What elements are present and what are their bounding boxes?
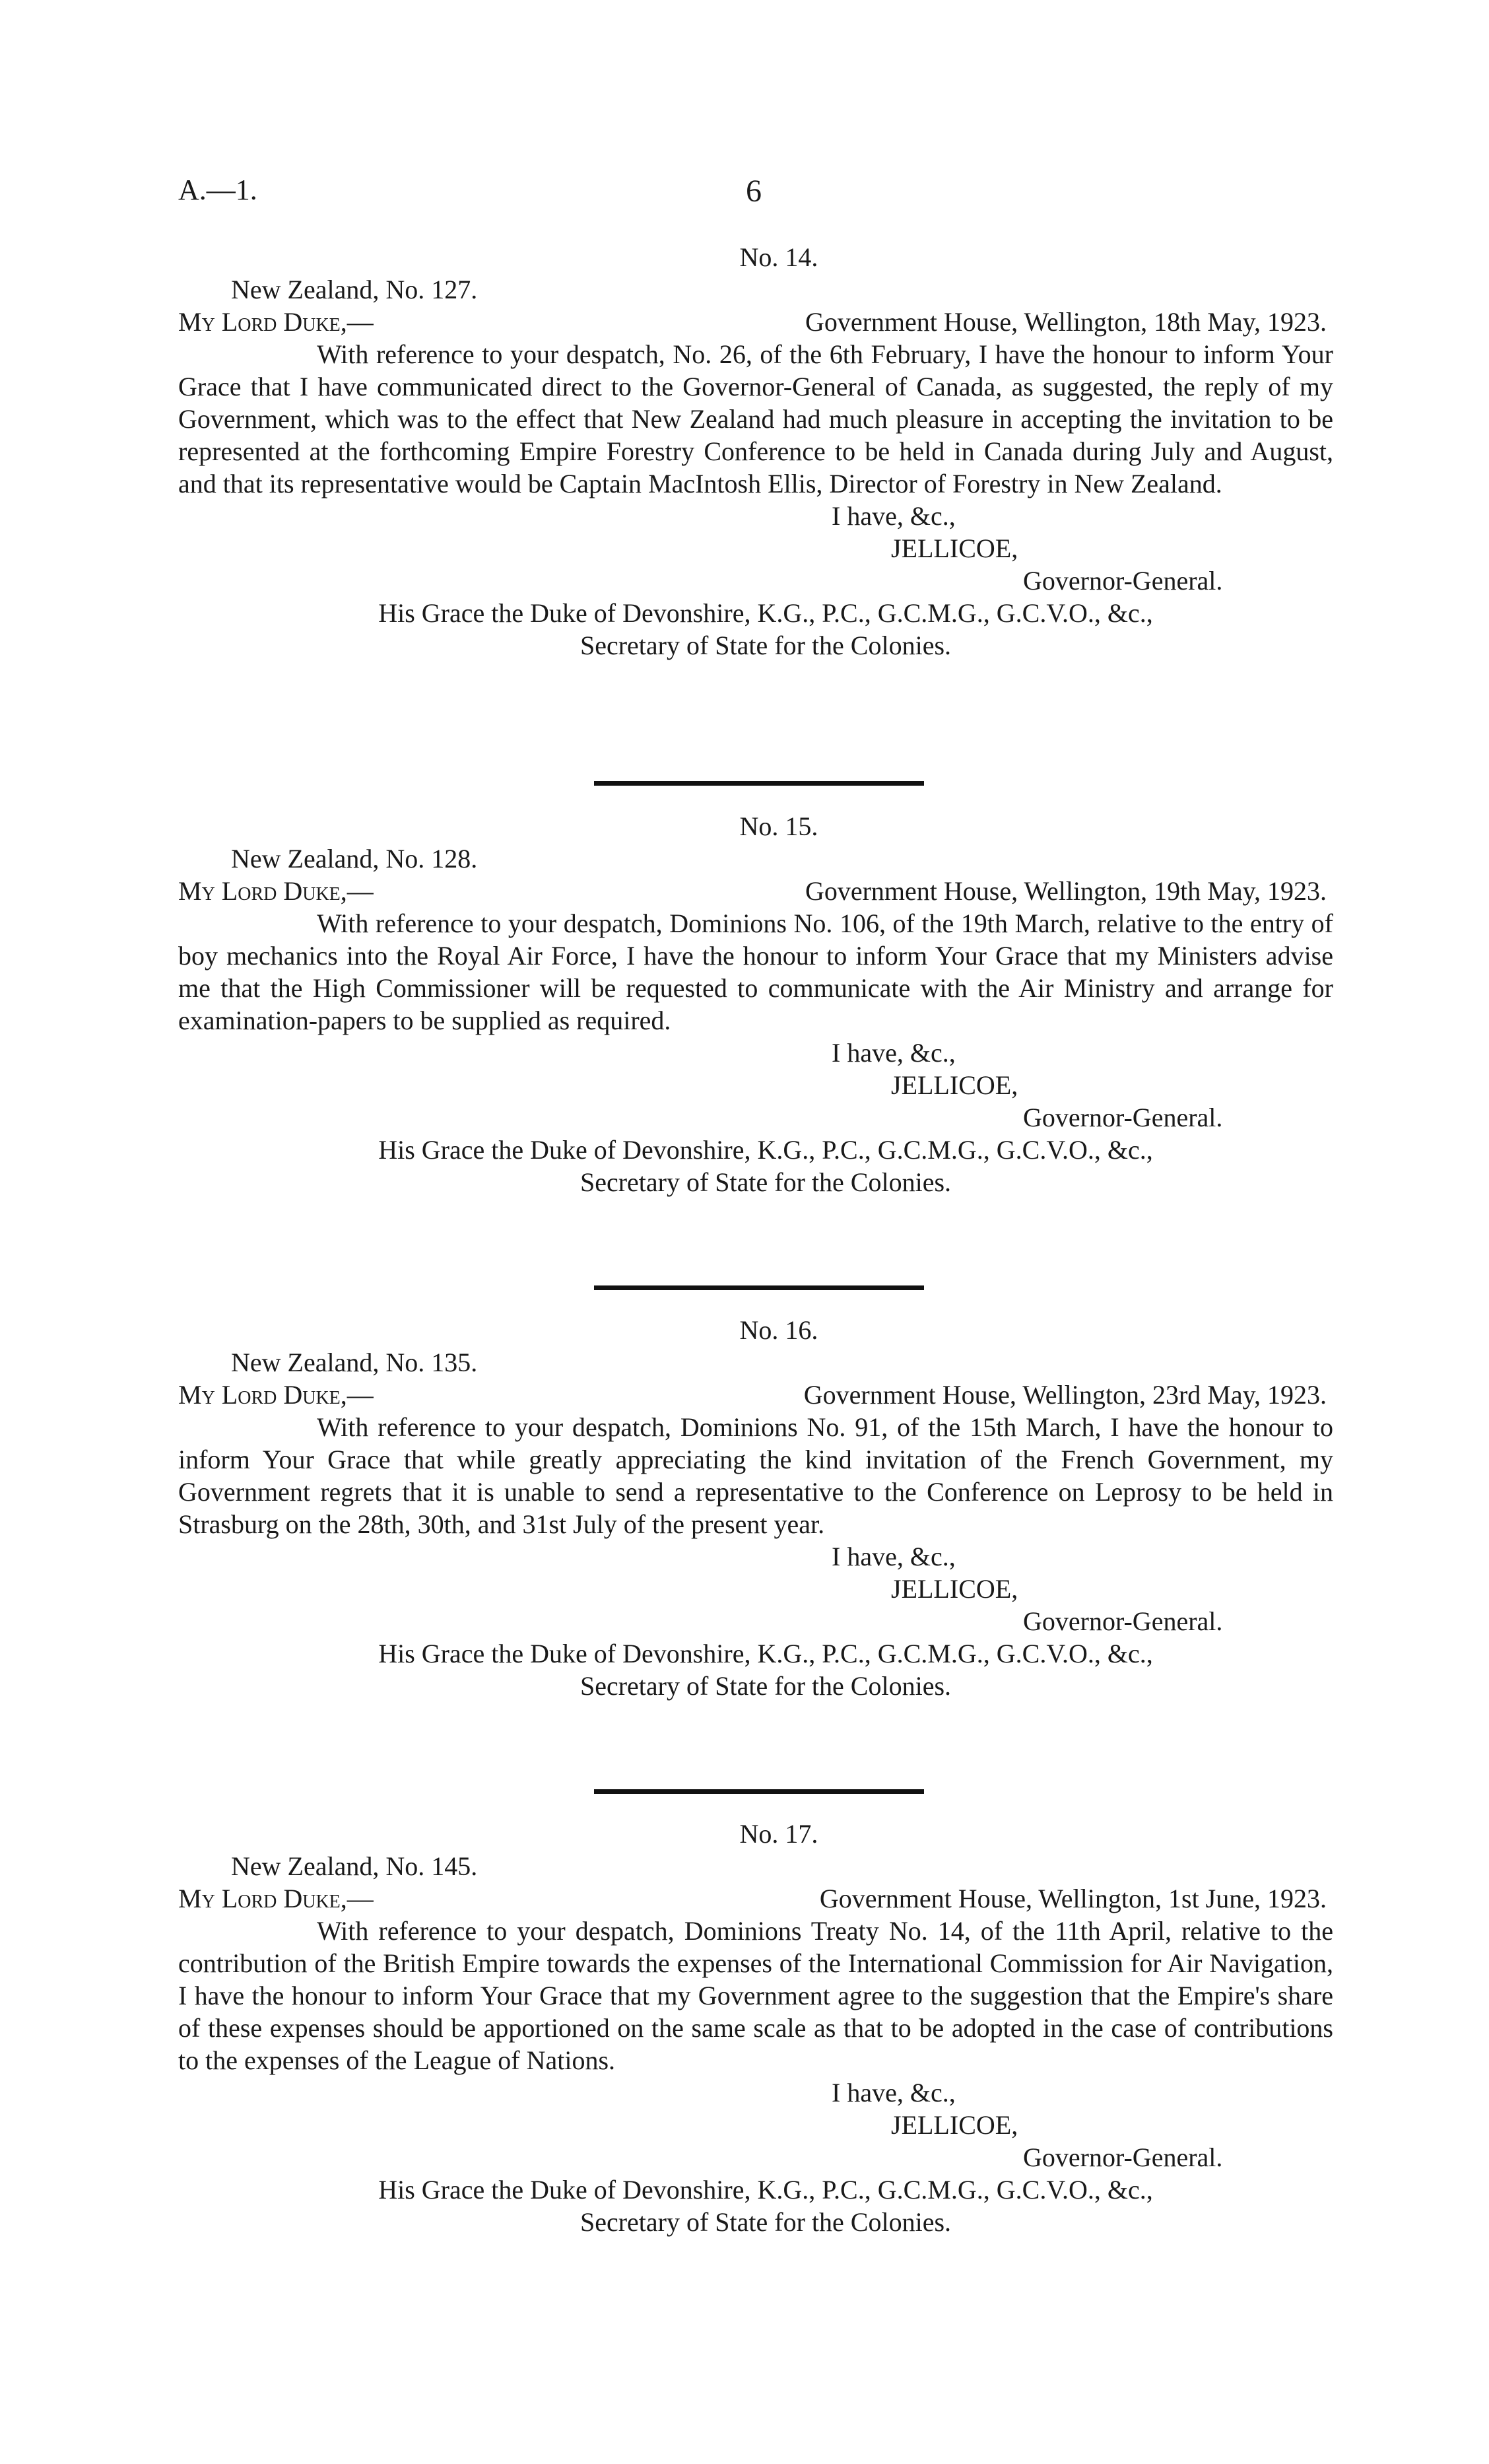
letter-number: No. 17. (739, 1819, 818, 1849)
letter-number: No. 15. (739, 811, 818, 841)
sender-address-date: Government House, Wellington, 1st June, 1923. (819, 1884, 1327, 1913)
letter-body: With reference to your despatch, Dominions No. 106, of the 19th March, relative to the entry of boy mechanics into the Royal Air Force, I have the honour to inform Your Grace that my Ministers advise me that the High Commissioner will be requested to communicate with the Air Ministry and arrange for examination-papers to be supplied as required. (178, 908, 1333, 1035)
letter-number: No. 16. (739, 1315, 818, 1345)
dispatch-reference: New Zealand, No. 135. (231, 1348, 478, 1377)
recipient-title: Secretary of State for the Colonies. (579, 1167, 952, 1197)
signature-title: Governor-General. (1023, 2142, 1223, 2172)
closing: I have, &c., (832, 501, 956, 531)
section-divider (594, 1789, 924, 1794)
recipient-title: Secretary of State for the Colonies. (579, 631, 952, 660)
signature: JELLICOE, (891, 533, 1018, 563)
document-reference: A.—1. (178, 174, 257, 206)
signature-title: Governor-General. (1023, 566, 1223, 596)
dispatch-reference: New Zealand, No. 127. (231, 275, 478, 304)
salutation: My Lord Duke,— (178, 1884, 374, 1913)
signature-title: Governor-General. (1023, 1606, 1223, 1636)
signature: JELLICOE, (891, 2110, 1018, 2140)
salutation-line (178, 306, 1340, 338)
page-number: 6 (746, 174, 762, 209)
letter-no-17 (178, 1818, 1340, 2238)
letter-body: With reference to your despatch, No. 26, of the 6th February, I have the honour to inform Your Grace that I have communicated direct to the Governor-General of Canada, as suggested, the reply of my Government, which was to the effect that New Zealand had much pleasure in accepting the invitation to be represented at the forthcoming Empire Forestry Conference to be held in Canada during July and August, and that its representative would be Captain MacIntosh Ellis, Director of Forestry in New Zealand. (178, 339, 1333, 498)
signature-title: Governor-General. (1023, 1103, 1223, 1132)
recipient: His Grace the Duke of Devonshire, K.G., P.C., G.C.M.G., G.C.V.O., &c., (378, 1639, 1153, 1668)
closing: I have, &c., (832, 1038, 956, 1068)
sender-address-date: Government House, Wellington, 18th May, 1923. (805, 307, 1327, 337)
letter-body: With reference to your despatch, Dominions No. 91, of the 15th March, I have the honour to inform Your Grace that while greatly appreciating the kind invitation of the French Government, my Government regrets that it is unable to send a representative to the Conference on Leprosy to be held in Strasburg on the 28th, 30th, and 31st July of the present year. (178, 1412, 1333, 1539)
signature: JELLICOE, (891, 1574, 1018, 1604)
recipient-title: Secretary of State for the Colonies. (579, 1671, 952, 1701)
dispatch-reference: New Zealand, No. 128. (231, 844, 478, 873)
salutation: My Lord Duke,— (178, 876, 374, 906)
salutation: My Lord Duke,— (178, 1380, 374, 1410)
letter-no-16 (178, 1314, 1340, 1702)
letter-number: No. 14. (739, 242, 818, 272)
letter-no-14 (178, 241, 1340, 662)
recipient: His Grace the Duke of Devonshire, K.G., P.C., G.C.M.G., G.C.V.O., &c., (378, 2175, 1153, 2205)
salutation-line (178, 875, 1340, 907)
section-divider (594, 781, 924, 786)
section-divider (594, 1285, 924, 1290)
salutation-line (178, 1379, 1340, 1411)
signature: JELLICOE, (891, 1070, 1018, 1100)
recipient: His Grace the Duke of Devonshire, K.G., P.C., G.C.M.G., G.C.V.O., &c., (378, 1135, 1153, 1165)
closing: I have, &c., (832, 1542, 956, 1571)
letter-no-15 (178, 810, 1340, 1198)
letter-body: With reference to your despatch, Dominions Treaty No. 14, of the 11th April, relative to the contribution of the British Empire towards the expenses of the International Commission for Air Navigation, I have the honour to inform Your Grace that my Government agree to the suggestion that the Empire's share of these expenses should be apportioned on the same scale as that to be adopted in the case of contributions to the expenses of the League of Nations. (178, 1916, 1333, 2075)
recipient: His Grace the Duke of Devonshire, K.G., P.C., G.C.M.G., G.C.V.O., &c., (378, 598, 1153, 628)
salutation: My Lord Duke,— (178, 307, 374, 337)
page-header (178, 173, 1320, 213)
closing: I have, &c., (832, 2078, 956, 2107)
sender-address-date: Government House, Wellington, 23rd May, 1923. (803, 1380, 1327, 1410)
recipient-title: Secretary of State for the Colonies. (579, 2207, 952, 2237)
salutation-line (178, 1882, 1340, 1915)
dispatch-reference: New Zealand, No. 145. (231, 1851, 478, 1881)
sender-address-date: Government House, Wellington, 19th May, 1923. (805, 876, 1327, 906)
